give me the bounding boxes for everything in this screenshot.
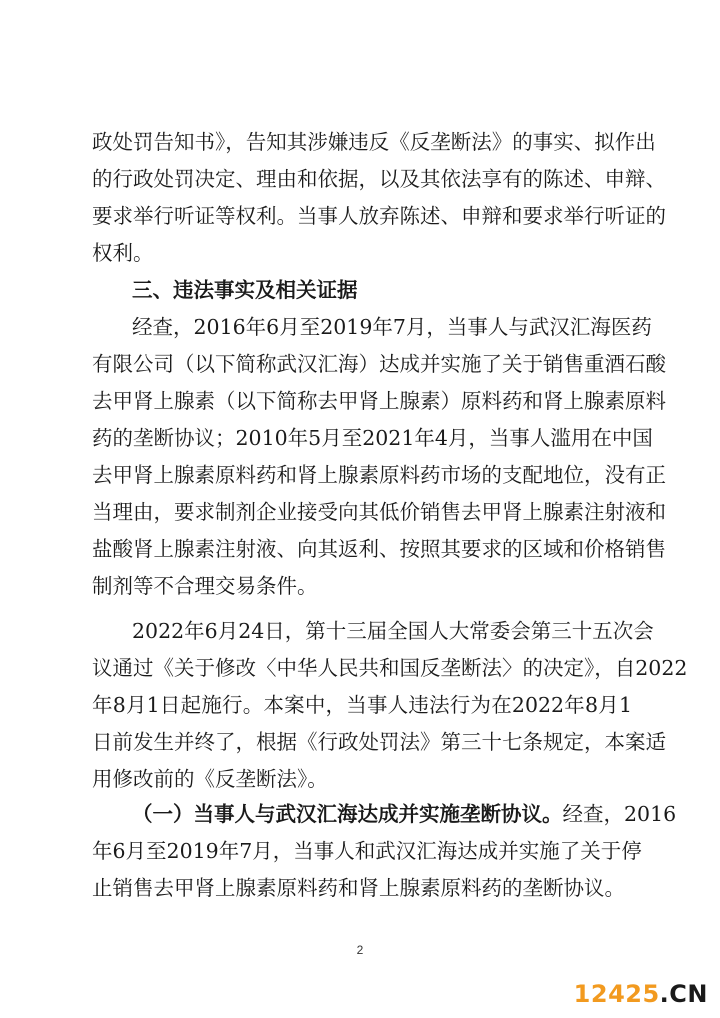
subsection-line (132, 802, 677, 826)
paragraph-line: 有限公司（以下简称武汉汇海）达成并实施了关于销售重酒石酸 (92, 352, 666, 376)
watermark-main: 12425 (573, 980, 660, 1008)
paragraph-line: 经查，2016年6月至2019年7月，当事人与武汉汇海医药 (132, 315, 652, 339)
paragraph-line: 年8月1日起施行。本案中，当事人违法行为在2022年8月1 (92, 693, 632, 717)
paragraph-line: 日前发生并终了，根据《行政处罚法》第三十七条规定，本案适 (92, 730, 666, 754)
paragraph-line: 用修改前的《反垄断法》。 (92, 767, 328, 791)
paragraph-line: 制剂等不合理交易条件。 (92, 574, 318, 598)
paragraph-line: 去甲肾上腺素原料药和肾上腺素原料药市场的支配地位，没有正 (92, 463, 666, 487)
paragraph-line: 2022年6月24日，第十三届全国人大常委会第三十五次会 (132, 619, 654, 643)
paragraph-line: 权利。 (92, 241, 154, 265)
paragraph-line: 去甲肾上腺素（以下简称去甲肾上腺素）原料药和肾上腺素原料 (92, 389, 666, 413)
watermark-logo (574, 980, 708, 1008)
paragraph-line: 议通过《关于修改〈中华人民共和国反垄断法〉的决定》，自2022 (92, 656, 688, 680)
paragraph-line: 止销售去甲肾上腺素原料药和肾上腺素原料药的垄断协议。 (92, 876, 625, 900)
paragraph-line: 当理由，要求制剂企业接受向其低价销售去甲肾上腺素注射液和 (92, 500, 666, 524)
watermark-suffix: .CN (659, 980, 708, 1008)
paragraph-line: 年6月至2019年7月，当事人和武汉汇海达成并实施了关于停 (92, 839, 642, 863)
page-number: 2 (356, 943, 364, 957)
paragraph-line: 政处罚告知书》，告知其涉嫌违反《反垄断法》的事实、拟作出 (92, 130, 656, 154)
paragraph-line: 要求举行听证等权利。当事人放弃陈述、申辩和要求举行听证的 (92, 204, 666, 228)
paragraph-line: 药的垄断协议；2010年5月至2021年4月，当事人滥用在中国 (92, 426, 653, 450)
subsection-text: 经查，2016 (562, 802, 677, 826)
subsection-heading: （一）当事人与武汉汇海达成并实施垄断协议。 (132, 802, 563, 826)
section-heading: 三、违法事实及相关证据 (132, 278, 358, 302)
paragraph-line: 盐酸肾上腺素注射液、向其返利、按照其要求的区域和价格销售 (92, 537, 666, 561)
paragraph-line: 的行政处罚决定、理由和依据，以及其依法享有的陈述、申辩、 (92, 167, 666, 191)
